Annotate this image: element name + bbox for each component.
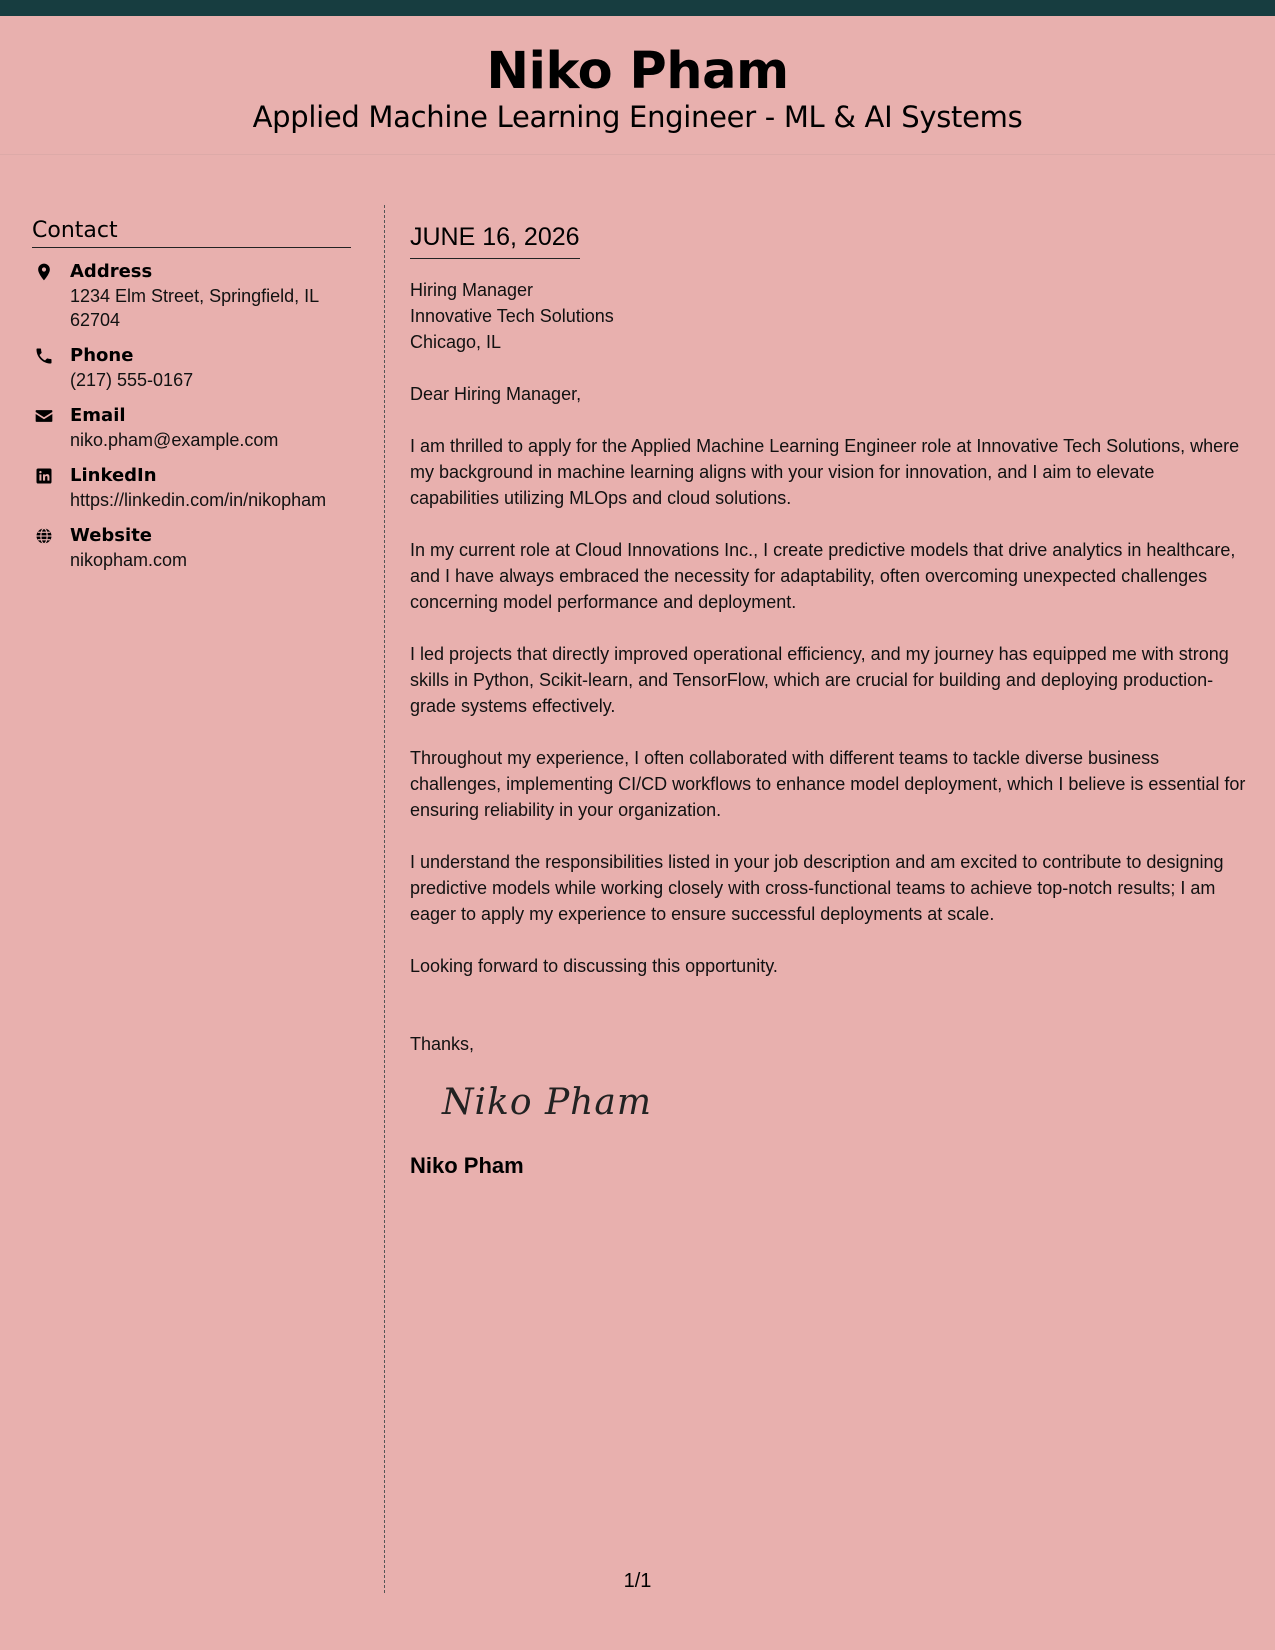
- body-paragraph: I understand the responsibilities listed in your job description and am excited to contribute to designing predictive models while working closely with cross-functional teams to achieve top-notch results; I am eager to apply my experience to ensure successful deployments at scale.: [410, 852, 1224, 924]
- contact-label: Email: [70, 405, 126, 426]
- sender-name: Niko Pham: [410, 1153, 524, 1178]
- applicant-title: Applied Machine Learning Engineer - ML & AI Systems: [252, 100, 1023, 135]
- letter-header: [0, 16, 1275, 155]
- envelope-icon: [34, 406, 54, 426]
- map-pin-icon: [34, 262, 54, 282]
- contact-website: [32, 524, 351, 572]
- body-paragraph: I am thrilled to apply for the Applied Machine Learning Engineer role at Innovative Tech Solutions, where my background in machine learning aligns with your vision for innovation, and I aim to elevate capabilities utilizing MLOps and cloud solutions.: [410, 436, 1240, 508]
- page-number: 1/1: [623, 1570, 652, 1592]
- contact-link[interactable]: https://linkedin.com/in/nikopham: [70, 490, 327, 510]
- letter-body: [410, 220, 1248, 1179]
- recipient-line: Chicago, IL: [410, 332, 502, 352]
- contact-linkedin: [32, 464, 351, 512]
- contact-label: Address: [70, 261, 153, 282]
- closing-line: Looking forward to discussing this opportunity.: [410, 956, 778, 976]
- letter-date: JUNE 16, 2026: [410, 220, 580, 259]
- signoff: Thanks,: [410, 1034, 475, 1054]
- contact-heading: Contact: [32, 218, 351, 248]
- recipient-line: Hiring Manager: [410, 280, 534, 300]
- contact-address: [32, 260, 351, 332]
- contact-email: [32, 404, 351, 452]
- recipient-block: [410, 277, 1248, 355]
- contact-sidebar: [32, 218, 351, 572]
- top-accent-bar: [0, 0, 1275, 16]
- recipient-line: Innovative Tech Solutions: [410, 306, 614, 326]
- phone-icon: [34, 346, 54, 366]
- contact-phone: [32, 344, 351, 392]
- column-divider: [384, 205, 385, 1593]
- contact-label: LinkedIn: [70, 465, 157, 486]
- applicant-name: Niko Pham: [486, 42, 789, 101]
- contact-value: niko.pham@example.com: [70, 430, 279, 450]
- contact-label: Website: [70, 525, 153, 546]
- contact-value: 1234 Elm Street, Springfield, IL 62704: [70, 286, 319, 330]
- body-paragraph: I led projects that directly improved operational efficiency, and my journey has equipped me with strong skills in Python, Scikit-learn, and TensorFlow, which are crucial for building and deploying production-grade systems effectively.: [410, 644, 1229, 716]
- body-paragraph: In my current role at Cloud Innovations Inc., I create predictive models that drive analytics in healthcare, and I have always embraced the necessity for adaptability, often overcoming unexpected challenges concerning model performance and deployment.: [410, 540, 1236, 612]
- body-paragraph: Throughout my experience, I often collaborated with different teams to tackle diverse business challenges, implementing CI/CD workflows to enhance model deployment, which I believe is essential for ensuring reliability in your organization.: [410, 748, 1246, 820]
- contact-link[interactable]: nikopham.com: [70, 550, 188, 570]
- linkedin-icon: [34, 466, 54, 486]
- contact-label: Phone: [70, 345, 134, 366]
- contact-value: (217) 555-0167: [70, 370, 194, 390]
- salutation: Dear Hiring Manager,: [410, 384, 582, 404]
- handwritten-signature: Niko Pham: [442, 1082, 652, 1123]
- globe-icon: [34, 526, 54, 546]
